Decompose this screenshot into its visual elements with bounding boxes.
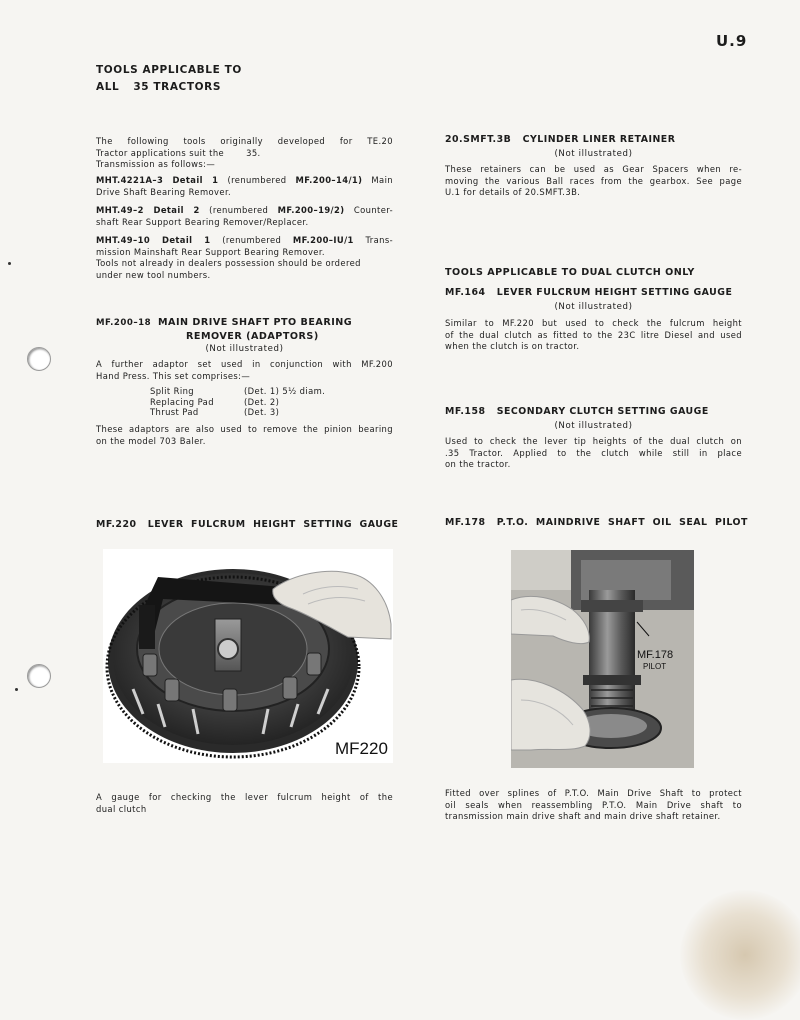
clutch-gauge-illustration — [103, 549, 393, 763]
table-row: Thrust Pad (Det. 3) — [150, 407, 280, 417]
mf220-photo-label: MF220 — [335, 739, 388, 758]
mf200-body-2: These adaptors are also used to remove the pinion bearing on the model 703 Baler. — [96, 424, 393, 446]
mf178-heading: MF.178 P.T.O. MAINDRIVE SHAFT OIL SEAL PILOT — [445, 517, 748, 528]
binder-hole-upper — [27, 347, 51, 371]
tool-entry-2: MHT.49–2 Detail 2 (renumbered MF.200–19/2) Counter- shaft Rear Support Bearing Remover/Replacer. — [96, 205, 394, 227]
smft-note: (Not illustrated) — [554, 149, 633, 159]
page-header — [96, 62, 242, 96]
oil-seal-pilot-illustration — [511, 550, 694, 768]
smft-body: These retainers can be used as Gear Spacers when re- moving the various Ball races from the gearbox. See page U.1 for details of 20.SMFT.3B. — [445, 164, 742, 197]
page-mark — [15, 688, 18, 691]
mf178-photo-label: MF.178 — [637, 649, 674, 661]
paper-stain — [680, 890, 800, 1020]
mf200-heading: MF.200–18 MAIN DRIVE SHAFT PTO BEARING REMOVER (ADAPTORS) — [96, 317, 353, 342]
header-line-1: TOOLS APPLICABLE TO — [96, 64, 242, 76]
mf220-caption: A gauge for checking the lever fulcrum height of the dual clutch — [96, 792, 393, 814]
mf158-body: Used to check the lever tip heights of the dual clutch on .35 Tractor. Applied to the clutch while still in place on the tractor. — [445, 436, 742, 469]
intro-text: The following tools originally developed for TE.20 Tractor applications suit the 35. Transmission as follows:— — [96, 136, 393, 169]
table-row: Split Ring (Det. 1) 5½ diam. — [150, 386, 326, 396]
mf164-body: Similar to MF.220 but used to check the fulcrum height of the dual clutch as fitted to the 23C litre Diesel and used when the clutch is on tractor. — [445, 318, 742, 351]
tool-entry-3: MHT.49–10 Detail 1 (renumbered MF.200–IU/1 Trans- mission Mainshaft Rear Support Bearing Remover. Tools not already in dealers possession should be ordered under new tool numbers. — [96, 235, 394, 280]
mf164-note: (Not illustrated) — [554, 302, 633, 312]
mf164-heading: MF.164 LEVER FULCRUM HEIGHT SETTING GAUGE — [445, 287, 733, 298]
page-number: U.9 — [716, 32, 748, 50]
mf178-photo-sublabel: PILOT — [643, 662, 667, 671]
parts-table — [150, 386, 325, 418]
mf178-photo — [511, 550, 694, 768]
binder-hole-lower — [27, 664, 51, 688]
header-line-2: ALL 35 TRACTORS — [96, 81, 221, 93]
dual-clutch-heading: TOOLS APPLICABLE TO DUAL CLUTCH ONLY — [445, 267, 695, 278]
mf178-caption: Fitted over splines of P.T.O. Main Drive Shaft to protect oil seals when reassembling P.T.O. Main Drive shaft to transmission main drive shaft and main drive shaft retainer. — [445, 788, 742, 821]
mf158-note: (Not illustrated) — [554, 421, 633, 431]
smft-heading: 20.SMFT.3B CYLINDER LINER RETAINER — [445, 134, 676, 145]
mf200-body: A further adaptor set used in conjunction with MF.200 Hand Press. This set comprises:— — [96, 359, 393, 381]
table-row: Replacing Pad (Det. 2) — [150, 396, 280, 407]
page-mark — [8, 262, 11, 265]
mf200-note: (Not illustrated) — [205, 344, 284, 354]
mf158-heading: MF.158 SECONDARY CLUTCH SETTING GAUGE — [445, 406, 709, 417]
mf220-photo — [103, 549, 393, 763]
mf220-heading: MF.220 LEVER FULCRUM HEIGHT SETTING GAUGE — [96, 519, 399, 530]
tool-entry-1: MHT.4221A–3 Detail 1 (renumbered MF.200–14/1) Main Drive Shaft Bearing Remover. — [96, 175, 393, 197]
